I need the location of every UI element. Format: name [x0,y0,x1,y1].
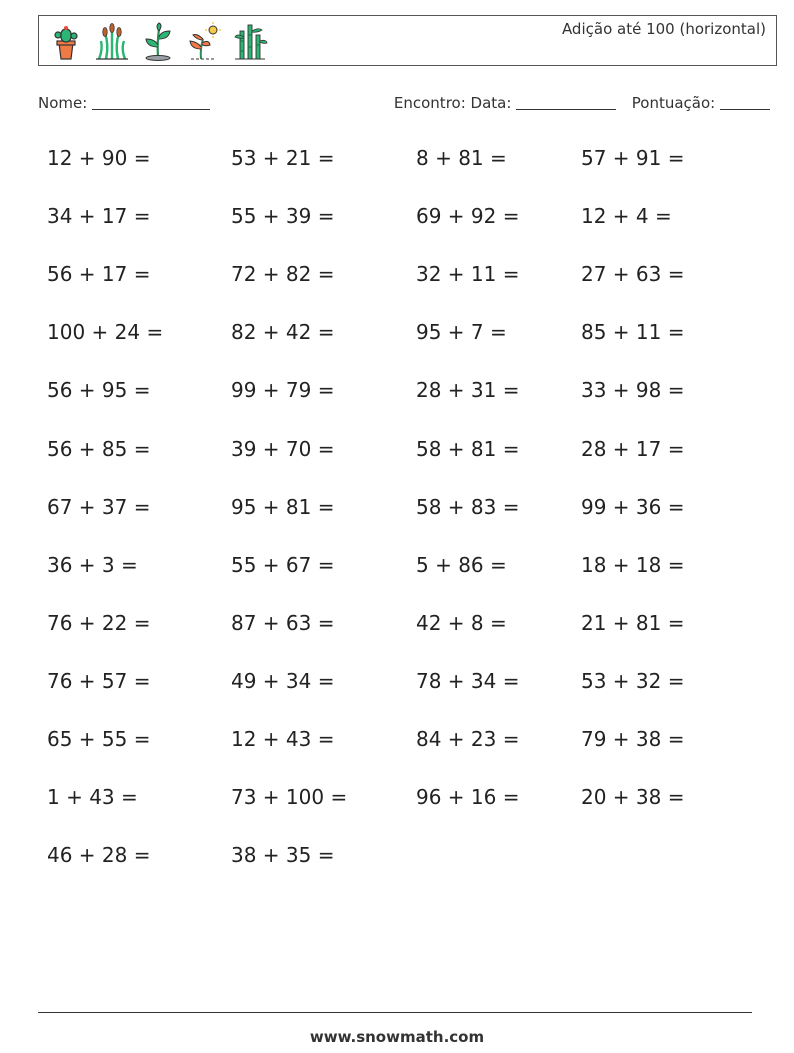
problem-r12-c2: 73 + 100 = [231,785,348,809]
worksheet-header [38,15,777,66]
date-label: Data: [470,94,512,112]
problem-r12-c1: 1 + 43 = [47,785,138,809]
problem-r4-c2: 82 + 42 = [231,320,335,344]
problem-r1-c3: 8 + 81 = [416,146,507,170]
problem-r5-c2: 99 + 79 = [231,378,335,402]
problem-r2-c1: 34 + 17 = [47,204,151,228]
problem-r11-c2: 12 + 43 = [231,727,335,751]
problem-r1-c4: 57 + 91 = [581,146,685,170]
worksheet-title: Adição até 100 (horizontal) [561,20,766,38]
problem-r2-c3: 69 + 92 = [416,204,520,228]
sprout-icon [139,21,177,61]
problem-r13-c1: 46 + 28 = [47,843,151,867]
problem-r6-c3: 58 + 81 = [416,437,520,461]
bamboo-icon [231,21,269,61]
problem-r10-c3: 78 + 34 = [416,669,520,693]
problem-r8-c3: 5 + 86 = [416,553,507,577]
problem-r2-c4: 12 + 4 = [581,204,672,228]
problem-r9-c4: 21 + 81 = [581,611,685,635]
problem-r3-c4: 27 + 63 = [581,262,685,286]
problem-r1-c1: 12 + 90 = [47,146,151,170]
problem-r10-c2: 49 + 34 = [231,669,335,693]
problem-r10-c1: 76 + 57 = [47,669,151,693]
problem-r6-c2: 39 + 70 = [231,437,335,461]
encounter-label: Encontro: [393,94,466,112]
problem-r9-c3: 42 + 8 = [416,611,507,635]
problem-r3-c3: 32 + 11 = [416,262,520,286]
problem-r9-c2: 87 + 63 = [231,611,335,635]
problem-r11-c3: 84 + 23 = [416,727,520,751]
problem-r2-c2: 55 + 39 = [231,204,335,228]
problem-r11-c4: 79 + 38 = [581,727,685,751]
date-blank[interactable] [516,95,616,110]
problem-r7-c1: 67 + 37 = [47,495,151,519]
flower-sun-icon [185,21,223,61]
name-label: Nome: [38,94,88,112]
footer-url: www.snowmath.com [309,1028,485,1046]
problem-r3-c1: 56 + 17 = [47,262,151,286]
cactus-pot-icon [47,21,85,61]
problem-r3-c2: 72 + 82 = [231,262,335,286]
name-blank[interactable] [92,95,210,110]
problem-r4-c3: 95 + 7 = [416,320,507,344]
reeds-icon [93,21,131,61]
problem-r6-c4: 28 + 17 = [581,437,685,461]
problem-r6-c1: 56 + 85 = [47,437,151,461]
name-field [38,94,210,112]
problem-r13-c2: 38 + 35 = [231,843,335,867]
problem-r12-c4: 20 + 38 = [581,785,685,809]
problem-r12-c3: 96 + 16 = [416,785,520,809]
problem-r1-c2: 53 + 21 = [231,146,335,170]
problem-r7-c3: 58 + 83 = [416,495,520,519]
problem-r5-c3: 28 + 31 = [416,378,520,402]
footer-divider [38,1012,752,1013]
score-label: Pontuação: [631,94,716,112]
problem-r8-c4: 18 + 18 = [581,553,685,577]
problem-r11-c1: 65 + 55 = [47,727,151,751]
score-blank[interactable] [720,95,770,110]
problem-r9-c1: 76 + 22 = [47,611,151,635]
problem-r10-c4: 53 + 32 = [581,669,685,693]
problem-r8-c1: 36 + 3 = [47,553,138,577]
problem-r4-c1: 100 + 24 = [47,320,164,344]
problem-r4-c4: 85 + 11 = [581,320,685,344]
header-icons [47,20,269,62]
encounter-date-score [394,94,770,112]
problem-r7-c4: 99 + 36 = [581,495,685,519]
problem-r8-c2: 55 + 67 = [231,553,335,577]
problem-r5-c1: 56 + 95 = [47,378,151,402]
problem-r5-c4: 33 + 98 = [581,378,685,402]
problem-r7-c2: 95 + 81 = [231,495,335,519]
